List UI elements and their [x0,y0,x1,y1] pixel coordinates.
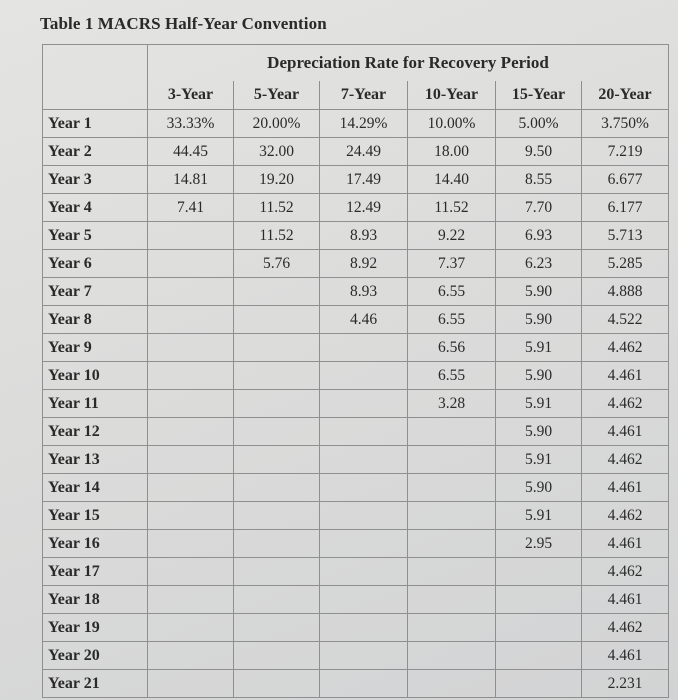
rate-cell [148,222,234,250]
rate-cell [320,334,408,362]
table-row [43,194,669,222]
rate-cell: 2.231 [582,670,669,698]
row-label: Year 10 [43,362,148,390]
rate-cell [408,474,496,502]
rate-cell: 5.91 [496,390,582,418]
rate-cell: 14.29% [320,110,408,138]
rate-cell [148,642,234,670]
rate-cell: 5.90 [496,474,582,502]
rate-cell: 18.00 [408,138,496,166]
rate-cell: 17.49 [320,166,408,194]
rate-cell: 5.91 [496,334,582,362]
rate-cell: 8.93 [320,278,408,306]
table-body [43,110,669,698]
row-label: Year 1 [43,110,148,138]
table-row [43,670,669,698]
rate-cell [148,474,234,502]
table-row [43,418,669,446]
row-label: Year 6 [43,250,148,278]
rate-cell: 7.219 [582,138,669,166]
rate-cell [408,446,496,474]
rate-cell [148,418,234,446]
rate-cell: 5.285 [582,250,669,278]
rate-cell [496,586,582,614]
group-header-row [43,45,669,82]
rate-cell [408,502,496,530]
rate-cell [320,418,408,446]
row-label: Year 19 [43,614,148,642]
rate-cell [234,446,320,474]
row-label: Year 17 [43,558,148,586]
rate-cell [320,390,408,418]
rate-cell: 8.92 [320,250,408,278]
rate-cell [320,474,408,502]
rate-cell: 32.00 [234,138,320,166]
rate-cell: 5.90 [496,278,582,306]
rate-cell: 6.93 [496,222,582,250]
rate-cell [234,586,320,614]
rate-cell: 5.90 [496,306,582,334]
rate-cell [148,362,234,390]
row-label: Year 3 [43,166,148,194]
rate-cell: 19.20 [234,166,320,194]
rate-cell [408,418,496,446]
table-row [43,306,669,334]
macrs-depreciation-table [42,44,669,698]
rate-cell: 14.40 [408,166,496,194]
rate-cell [408,614,496,642]
rate-cell [408,670,496,698]
rate-cell [320,670,408,698]
rate-cell: 33.33% [148,110,234,138]
rate-cell [408,558,496,586]
rate-cell [234,614,320,642]
table-row [43,278,669,306]
rate-cell [320,530,408,558]
rate-cell: 8.55 [496,166,582,194]
rate-cell [148,446,234,474]
rate-cell: 12.49 [320,194,408,222]
table-row [43,250,669,278]
column-header-7-year: 7-Year [320,81,408,110]
rate-cell: 11.52 [408,194,496,222]
rate-cell [148,390,234,418]
row-label: Year 7 [43,278,148,306]
rate-cell [408,530,496,558]
rate-cell: 5.76 [234,250,320,278]
rate-cell [320,502,408,530]
rate-cell [408,642,496,670]
table-row [43,558,669,586]
rate-cell [496,642,582,670]
rate-cell: 7.70 [496,194,582,222]
row-label: Year 16 [43,530,148,558]
row-label: Year 14 [43,474,148,502]
rate-cell: 4.461 [582,362,669,390]
rate-cell [320,446,408,474]
rate-cell: 4.888 [582,278,669,306]
rate-cell [148,586,234,614]
rate-cell: 44.45 [148,138,234,166]
rate-cell [148,530,234,558]
table-row [43,222,669,250]
rate-cell: 4.462 [582,334,669,362]
table-row [43,390,669,418]
rate-cell [234,502,320,530]
column-header-3-year: 3-Year [148,81,234,110]
rate-cell: 14.81 [148,166,234,194]
rate-cell: 4.462 [582,614,669,642]
rate-cell: 7.37 [408,250,496,278]
corner-cell [43,45,148,82]
row-label: Year 8 [43,306,148,334]
table-row [43,642,669,670]
rate-cell: 5.00% [496,110,582,138]
rate-cell: 10.00% [408,110,496,138]
rate-cell [234,670,320,698]
rate-cell: 11.52 [234,222,320,250]
rate-cell: 6.56 [408,334,496,362]
rate-cell: 6.677 [582,166,669,194]
rate-cell: 4.462 [582,446,669,474]
rate-cell: 9.50 [496,138,582,166]
rate-cell: 24.49 [320,138,408,166]
rate-cell: 5.91 [496,502,582,530]
corner-cell-lower [43,81,148,110]
row-label: Year 5 [43,222,148,250]
rate-cell: 9.22 [408,222,496,250]
rate-cell [148,334,234,362]
row-label: Year 13 [43,446,148,474]
rate-cell [234,418,320,446]
rate-cell: 4.461 [582,418,669,446]
rate-cell [148,614,234,642]
rate-cell: 4.461 [582,530,669,558]
rate-cell: 4.46 [320,306,408,334]
table-row [43,362,669,390]
rate-cell [320,586,408,614]
row-label: Year 21 [43,670,148,698]
rate-cell [148,558,234,586]
rate-cell: 6.23 [496,250,582,278]
rate-cell [148,278,234,306]
table-row [43,446,669,474]
rate-cell: 20.00% [234,110,320,138]
rate-cell [148,306,234,334]
rate-cell [148,250,234,278]
column-header-15-year: 15-Year [496,81,582,110]
rate-cell [496,558,582,586]
row-label: Year 20 [43,642,148,670]
rate-cell [234,474,320,502]
row-label: Year 2 [43,138,148,166]
rate-cell: 5.713 [582,222,669,250]
table-row [43,614,669,642]
row-label: Year 15 [43,502,148,530]
rate-cell [234,558,320,586]
column-header-20-year: 20-Year [582,81,669,110]
rate-cell: 5.91 [496,446,582,474]
rate-cell: 3.28 [408,390,496,418]
rate-cell [408,586,496,614]
rate-cell: 3.750% [582,110,669,138]
rate-cell [496,614,582,642]
table-row [43,334,669,362]
rate-cell: 6.55 [408,306,496,334]
rate-cell: 7.41 [148,194,234,222]
rate-cell: 6.55 [408,278,496,306]
table-row [43,530,669,558]
rate-cell [234,306,320,334]
rate-cell [234,334,320,362]
rate-cell [234,530,320,558]
rate-cell: 8.93 [320,222,408,250]
column-header-10-year: 10-Year [408,81,496,110]
table-row [43,474,669,502]
rate-cell [234,642,320,670]
row-label: Year 12 [43,418,148,446]
table-row [43,110,669,138]
row-label: Year 4 [43,194,148,222]
rate-cell: 4.522 [582,306,669,334]
rate-cell: 5.90 [496,418,582,446]
row-label: Year 18 [43,586,148,614]
rate-cell: 4.462 [582,502,669,530]
rate-cell: 4.462 [582,390,669,418]
rate-cell [320,614,408,642]
rate-cell [148,670,234,698]
rate-cell [320,558,408,586]
rate-cell [148,502,234,530]
rate-cell: 6.177 [582,194,669,222]
rate-cell: 2.95 [496,530,582,558]
column-header-row [43,81,669,110]
rate-cell: 4.461 [582,474,669,502]
table-row [43,586,669,614]
rate-cell: 4.461 [582,642,669,670]
rate-cell [234,390,320,418]
table-row [43,502,669,530]
row-label: Year 11 [43,390,148,418]
rate-cell: 4.462 [582,558,669,586]
group-header: Depreciation Rate for Recovery Period [148,45,669,82]
rate-cell [234,362,320,390]
rate-cell [496,670,582,698]
rate-cell: 4.461 [582,586,669,614]
row-label: Year 9 [43,334,148,362]
rate-cell [320,642,408,670]
rate-cell [320,362,408,390]
rate-cell: 11.52 [234,194,320,222]
table-row [43,138,669,166]
column-header-5-year: 5-Year [234,81,320,110]
table-row [43,166,669,194]
rate-cell: 6.55 [408,362,496,390]
page-title: Table 1 MACRS Half-Year Convention [40,14,327,33]
rate-cell: 5.90 [496,362,582,390]
rate-cell [234,278,320,306]
